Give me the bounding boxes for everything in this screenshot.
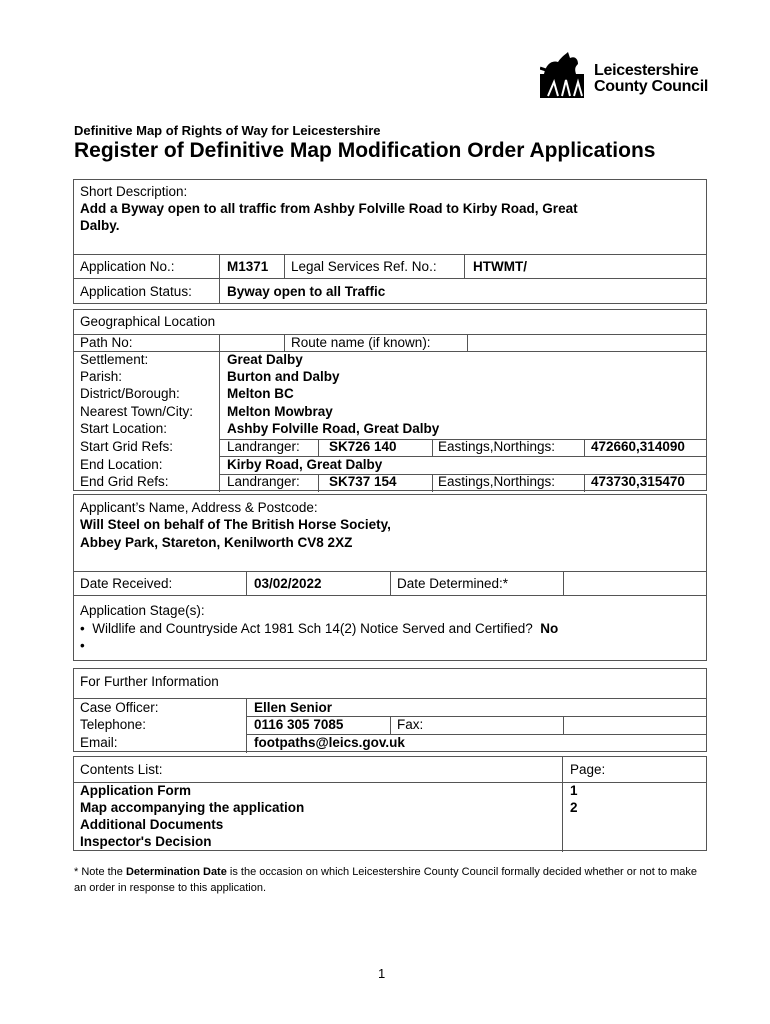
date-determined-label: Date Determined:* — [397, 576, 509, 591]
start-landranger-value: SK726 140 — [329, 439, 397, 454]
route-name-label: Route name (if known): — [291, 335, 431, 350]
contents-item-name: Inspector's Decision — [80, 834, 212, 849]
contents-item-name: Map accompanying the application — [80, 800, 305, 815]
page-number: 1 — [378, 966, 386, 981]
divider — [318, 439, 319, 456]
applicant-label: Applicant’s Name, Address & Postcode: — [80, 500, 318, 515]
date-received-label: Date Received: — [80, 576, 173, 591]
contents-item-name: Additional Documents — [80, 817, 224, 832]
contents-label: Contents List: — [80, 762, 163, 777]
bullet-icon: • — [80, 621, 93, 636]
district-label: District/Borough: — [80, 386, 180, 401]
divider — [563, 716, 564, 734]
divider — [562, 757, 563, 852]
short-description-label: Short Description: — [80, 184, 188, 199]
end-landranger-value: SK737 154 — [329, 474, 397, 489]
status-value: Byway open to all Traffic — [227, 284, 386, 299]
geographical-location-box — [73, 309, 707, 491]
divider — [464, 254, 465, 278]
status-label: Application Status: — [80, 284, 192, 299]
info-label: For Further Information — [80, 674, 219, 689]
geo-section-label: Geographical Location — [80, 314, 216, 329]
end-eastings-label: Eastings,Northings: — [438, 474, 556, 489]
application-no-value: M1371 — [227, 259, 269, 274]
start-eastings-label: Eastings,Northings: — [438, 439, 556, 454]
bullet-icon: • — [80, 638, 93, 653]
document-title: Register of Definitive Map Modification Order Applications — [74, 139, 656, 162]
email-label: Email: — [80, 735, 118, 750]
divider — [219, 334, 220, 492]
applicant-line2: Abbey Park, Stareton, Kenilworth CV8 2XZ — [80, 535, 353, 550]
divider — [390, 571, 391, 595]
legal-ref-value: HTWMT/ — [473, 259, 527, 274]
divider — [74, 595, 706, 596]
contents-box — [73, 756, 707, 851]
contents-item-page: 2 — [570, 800, 578, 815]
stage-list-item — [80, 621, 558, 636]
further-information-box — [73, 668, 707, 752]
settlement-value: Great Dalby — [227, 352, 303, 367]
fox-emblem-icon — [540, 52, 592, 98]
end-landranger-label: Landranger: — [227, 474, 300, 489]
divider — [563, 571, 564, 595]
stage-list-item — [80, 638, 92, 653]
determination-date-footnote: * Note the Determination Date is the occasion on which Leicestershire County Council formally decided whether or not to make an order in response to this application. — [74, 866, 698, 894]
start-location-label: Start Location: — [80, 421, 168, 436]
stage-value: No — [540, 621, 559, 636]
divider — [74, 351, 706, 352]
divider — [219, 254, 220, 304]
divider — [246, 571, 247, 595]
divider — [284, 254, 285, 278]
council-logo — [540, 52, 712, 100]
telephone-label: Telephone: — [80, 717, 147, 732]
email-value: footpaths@leics.gov.uk — [254, 735, 405, 750]
contents-item-page: 1 — [570, 783, 578, 798]
fax-label: Fax: — [397, 717, 424, 732]
start-eastings-value: 472660,314090 — [591, 439, 685, 454]
start-location-value: Ashby Folville Road, Great Dalby — [227, 421, 440, 436]
short-description-line2: Dalby. — [80, 218, 120, 233]
applicant-box — [73, 494, 707, 661]
end-location-label: End Location: — [80, 457, 163, 472]
divider — [318, 474, 319, 492]
divider — [74, 278, 706, 279]
divider — [74, 254, 706, 255]
document-subtitle: Definitive Map of Rights of Way for Leicestershire — [74, 123, 381, 138]
settlement-label: Settlement: — [80, 352, 149, 367]
application-no-label: Application No.: — [80, 259, 175, 274]
case-officer-label: Case Officer: — [80, 700, 159, 715]
start-landranger-label: Landranger: — [227, 439, 300, 454]
short-description-line1: Add a Byway open to all traffic from Ashby Folville Road to Kirby Road, Great — [80, 201, 578, 216]
legal-ref-label: Legal Services Ref. No.: — [291, 259, 437, 274]
parish-value: Burton and Dalby — [227, 369, 340, 384]
divider — [432, 474, 433, 492]
divider — [246, 698, 247, 753]
nearest-town-value: Melton Mowbray — [227, 404, 333, 419]
divider — [74, 698, 706, 699]
nearest-town-label: Nearest Town/City: — [80, 404, 194, 419]
end-eastings-value: 473730,315470 — [591, 474, 685, 489]
divider — [467, 334, 468, 351]
district-value: Melton BC — [227, 386, 294, 401]
divider — [284, 334, 285, 351]
page-column-label: Page: — [570, 762, 606, 777]
applicant-line1: Will Steel on behalf of The British Horse Society, — [80, 517, 391, 532]
end-grid-label: End Grid Refs: — [80, 474, 169, 489]
telephone-value: 0116 305 7085 — [254, 717, 344, 732]
date-received-value: 03/02/2022 — [254, 576, 322, 591]
application-details-box — [73, 179, 707, 304]
start-grid-label: Start Grid Refs: — [80, 439, 174, 454]
end-location-value: Kirby Road, Great Dalby — [227, 457, 383, 472]
council-name: Leicestershire County Council — [594, 62, 709, 95]
stage-text: Wildlife and Countryside Act 1981 Sch 14(2) Notice Served and Certified? — [92, 621, 533, 636]
divider — [584, 439, 585, 456]
case-officer-value: Ellen Senior — [254, 700, 333, 715]
divider — [390, 716, 391, 734]
parish-label: Parish: — [80, 369, 123, 384]
divider — [584, 474, 585, 492]
application-stages-label: Application Stage(s): — [80, 603, 205, 618]
divider — [432, 439, 433, 456]
contents-item-name: Application Form — [80, 783, 191, 798]
path-no-label: Path No: — [80, 335, 133, 350]
